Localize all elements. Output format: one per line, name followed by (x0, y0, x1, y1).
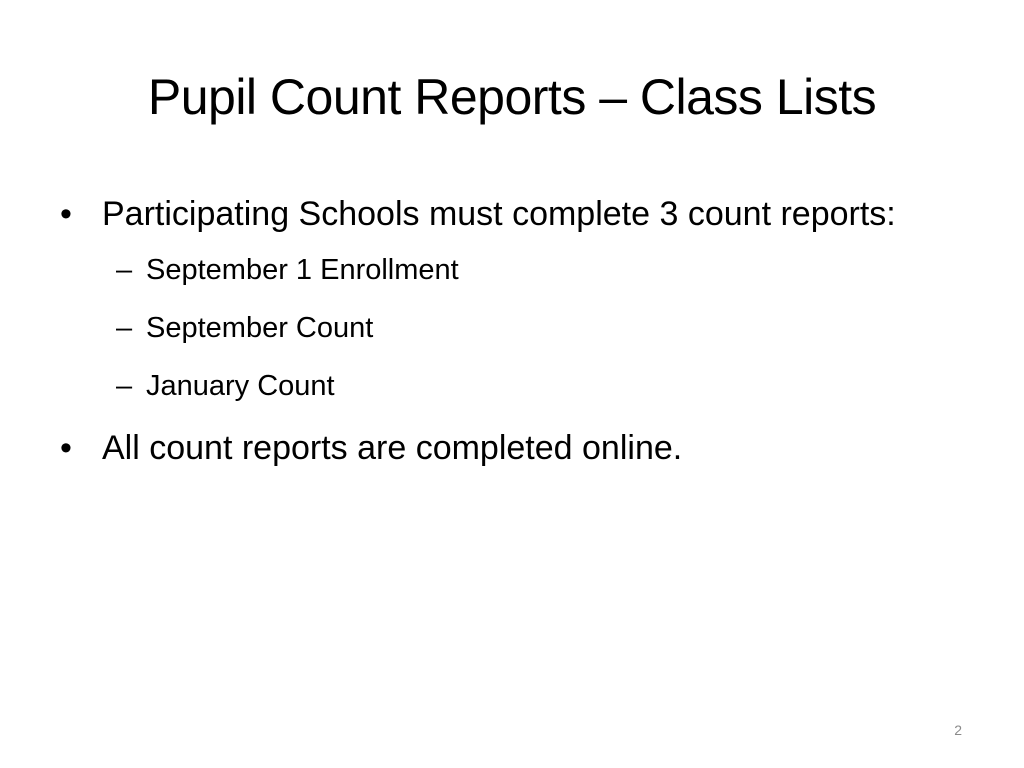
bullet-marker: • (60, 429, 72, 467)
sub-bullet-text: September Count (146, 312, 374, 344)
bullet-text: Participating Schools must complete 3 count reports: (102, 195, 896, 233)
dash-marker: – (116, 370, 133, 402)
slide-title: Pupil Count Reports – Class Lists (147, 69, 877, 125)
bullet-text: All count reports are completed online. (102, 429, 683, 467)
page-number: 2 (954, 722, 962, 738)
bullet-item (60, 424, 960, 472)
slide-content (60, 190, 960, 472)
bullet-item (60, 190, 960, 238)
sub-bullet-item (60, 308, 960, 348)
bullet-marker: • (60, 195, 72, 233)
sub-bullet-text: January Count (146, 370, 335, 402)
dash-marker: – (116, 312, 133, 344)
sub-bullet-item (60, 366, 960, 406)
sub-bullet-item (60, 250, 960, 290)
sub-bullet-text: September 1 Enrollment (146, 254, 459, 286)
dash-marker: – (116, 254, 133, 286)
